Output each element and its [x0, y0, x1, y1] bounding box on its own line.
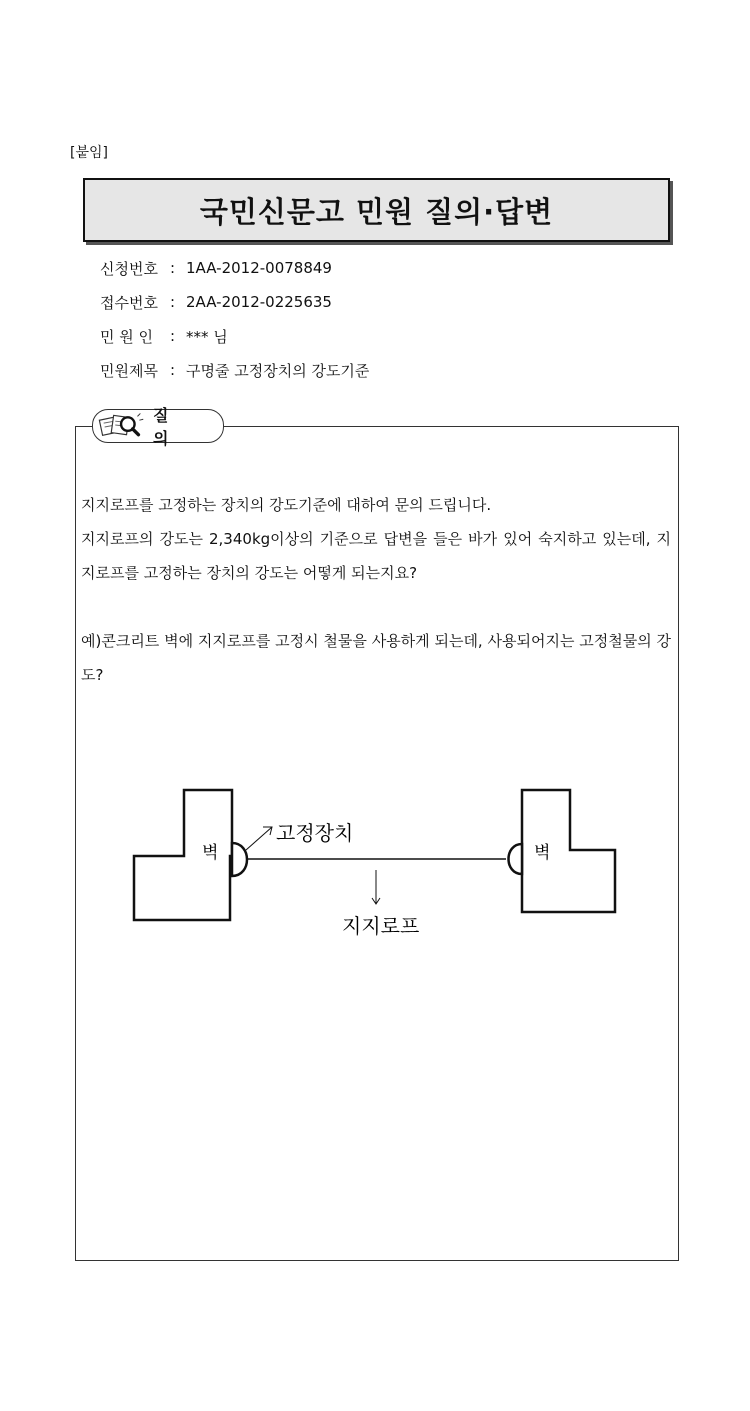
- title-box: [83, 178, 670, 242]
- meta-row-receipt-number: [100, 285, 369, 319]
- meta-label: 신청번호: [100, 259, 158, 278]
- meta-label: 민 원 인: [100, 327, 154, 346]
- rope-label: 지지로프: [342, 914, 420, 938]
- fixture-label: 고정장치: [276, 821, 354, 845]
- meta-label: 접수번호: [100, 293, 158, 312]
- meta-info: [100, 251, 369, 387]
- meta-colon: :: [170, 361, 176, 379]
- inquiry-body: [81, 488, 671, 692]
- inquiry-paragraph: 지지로프를 고정하는 장치의 강도기준에 대하여 문의 드립니다.: [81, 496, 492, 514]
- meta-value: 구명줄 고정장치의 강도기준: [186, 361, 370, 380]
- meta-value: 2AA-2012-0225635: [186, 293, 332, 311]
- section-tab-inquiry: [92, 406, 224, 448]
- fixture-diagram: [120, 770, 640, 960]
- meta-colon: :: [170, 327, 176, 345]
- page-title: 국민신문고 민원 질의·답변: [199, 194, 554, 229]
- left-wall-label: 벽: [202, 843, 219, 863]
- right-fixture: [509, 844, 523, 874]
- magnifier-document-icon: [95, 410, 149, 442]
- section-label: 질 의: [153, 406, 181, 448]
- meta-row-petitioner: [100, 319, 369, 353]
- right-wall-label: 벽: [534, 843, 551, 863]
- meta-row-application-number: [100, 251, 369, 285]
- inquiry-paragraph: 지지로프의 강도는 2,340kg이상의 기준으로 답변을 들은 바가 있어 숙지하고 있는데, 지지로프를 고정하는 장치의 강도는 어떻게 되는지요?: [81, 530, 671, 582]
- meta-label: 민원제목: [100, 361, 158, 380]
- meta-row-subject: [100, 353, 369, 387]
- attachment-label: [붙임]: [70, 145, 108, 161]
- meta-colon: :: [170, 259, 176, 277]
- meta-colon: :: [170, 293, 176, 311]
- meta-value: *** 님: [186, 327, 228, 346]
- meta-value: 1AA-2012-0078849: [186, 259, 332, 277]
- fixture-arrow-line: [246, 827, 272, 850]
- left-fixture: [232, 843, 247, 876]
- inquiry-paragraph: 예)콘크리트 벽에 지지로프를 고정시 철물을 사용하게 되는데, 사용되어지는 고정철물의 강도?: [81, 632, 671, 684]
